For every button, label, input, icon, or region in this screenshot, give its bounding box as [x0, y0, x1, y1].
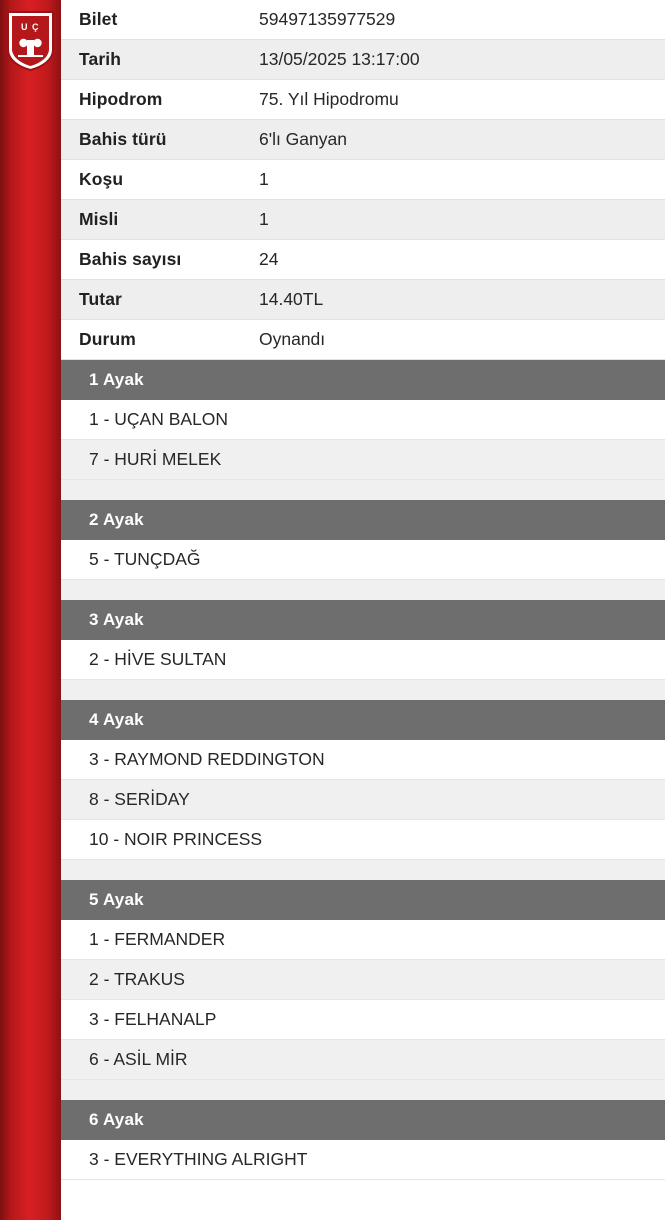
row-label: Durum	[79, 329, 136, 349]
leg-title: 5 Ayak	[89, 890, 144, 909]
horse-name: 5 - TUNÇDAĞ	[89, 549, 201, 569]
list-item[interactable]	[61, 640, 665, 680]
ticket-panel	[61, 0, 665, 1220]
row-value: 75. Yıl Hipodromu	[259, 89, 399, 109]
list-item[interactable]	[61, 540, 665, 580]
leg-title: 6 Ayak	[89, 1110, 144, 1129]
row-label: Tarih	[79, 49, 121, 69]
list-item[interactable]	[61, 440, 665, 480]
list-item[interactable]	[61, 920, 665, 960]
leg-group-3	[61, 600, 665, 700]
table-row	[61, 120, 665, 160]
list-item[interactable]	[61, 400, 665, 440]
svg-text:Ç: Ç	[32, 22, 39, 32]
list-item[interactable]	[61, 1140, 665, 1180]
list-item[interactable]	[61, 1000, 665, 1040]
leg-separator	[61, 860, 665, 880]
club-crest-icon	[6, 10, 55, 72]
table-row	[61, 200, 665, 240]
list-item[interactable]	[61, 780, 665, 820]
leg-separator	[61, 480, 665, 500]
horse-name: 8 - SERİDAY	[89, 789, 190, 809]
row-value: 6'lı Ganyan	[259, 129, 347, 149]
list-item[interactable]	[61, 960, 665, 1000]
leg-separator	[61, 1080, 665, 1100]
horse-name: 3 - RAYMOND REDDINGTON	[89, 749, 325, 769]
horse-name: 2 - TRAKUS	[89, 969, 185, 989]
table-row	[61, 40, 665, 80]
leg-header	[61, 1100, 665, 1140]
row-label: Hipodrom	[79, 89, 163, 109]
left-brand-rail	[0, 0, 61, 1220]
list-item[interactable]	[61, 1040, 665, 1080]
table-row	[61, 280, 665, 320]
svg-text:U: U	[21, 22, 28, 32]
row-value: 14.40TL	[259, 289, 324, 309]
table-row	[61, 0, 665, 40]
leg-header	[61, 360, 665, 400]
horse-name: 2 - HİVE SULTAN	[89, 649, 227, 669]
horse-name: 3 - FELHANALP	[89, 1009, 217, 1029]
leg-title: 4 Ayak	[89, 710, 144, 729]
leg-title: 3 Ayak	[89, 610, 144, 629]
row-value: 24	[259, 249, 279, 269]
row-value: Oynandı	[259, 329, 326, 349]
list-item[interactable]	[61, 740, 665, 780]
horse-name: 3 - EVERYTHING ALRIGHT	[89, 1149, 308, 1169]
row-value: 1	[259, 209, 269, 229]
table-row	[61, 240, 665, 280]
row-value: 1	[259, 169, 269, 189]
horse-name: 10 - NOIR PRINCESS	[89, 829, 263, 849]
horse-name: 1 - UÇAN BALON	[89, 409, 229, 429]
row-label: Bilet	[79, 9, 118, 29]
leg-title: 2 Ayak	[89, 510, 144, 529]
leg-group-5	[61, 880, 665, 1100]
row-label: Misli	[79, 209, 119, 229]
horse-name: 6 - ASİL MİR	[89, 1049, 188, 1069]
table-row	[61, 160, 665, 200]
horse-name: 7 - HURİ MELEK	[89, 449, 222, 469]
horse-name: 1 - FERMANDER	[89, 929, 226, 949]
table-row	[61, 80, 665, 120]
row-label: Bahis sayısı	[79, 249, 182, 269]
leg-header	[61, 880, 665, 920]
leg-header	[61, 600, 665, 640]
ticket-info-table	[61, 0, 665, 360]
table-row	[61, 320, 665, 360]
row-label: Tutar	[79, 289, 122, 309]
row-value: 59497135977529	[259, 9, 396, 29]
leg-header	[61, 500, 665, 540]
leg-group-6	[61, 1100, 665, 1180]
row-label: Bahis türü	[79, 129, 167, 149]
leg-title: 1 Ayak	[89, 370, 144, 389]
leg-header	[61, 700, 665, 740]
leg-separator	[61, 680, 665, 700]
leg-group-2	[61, 500, 665, 600]
leg-separator	[61, 580, 665, 600]
leg-group-4	[61, 700, 665, 880]
row-label: Koşu	[79, 169, 124, 189]
row-value: 13/05/2025 13:17:00	[259, 49, 420, 69]
leg-group-1	[61, 360, 665, 500]
list-item[interactable]	[61, 820, 665, 860]
